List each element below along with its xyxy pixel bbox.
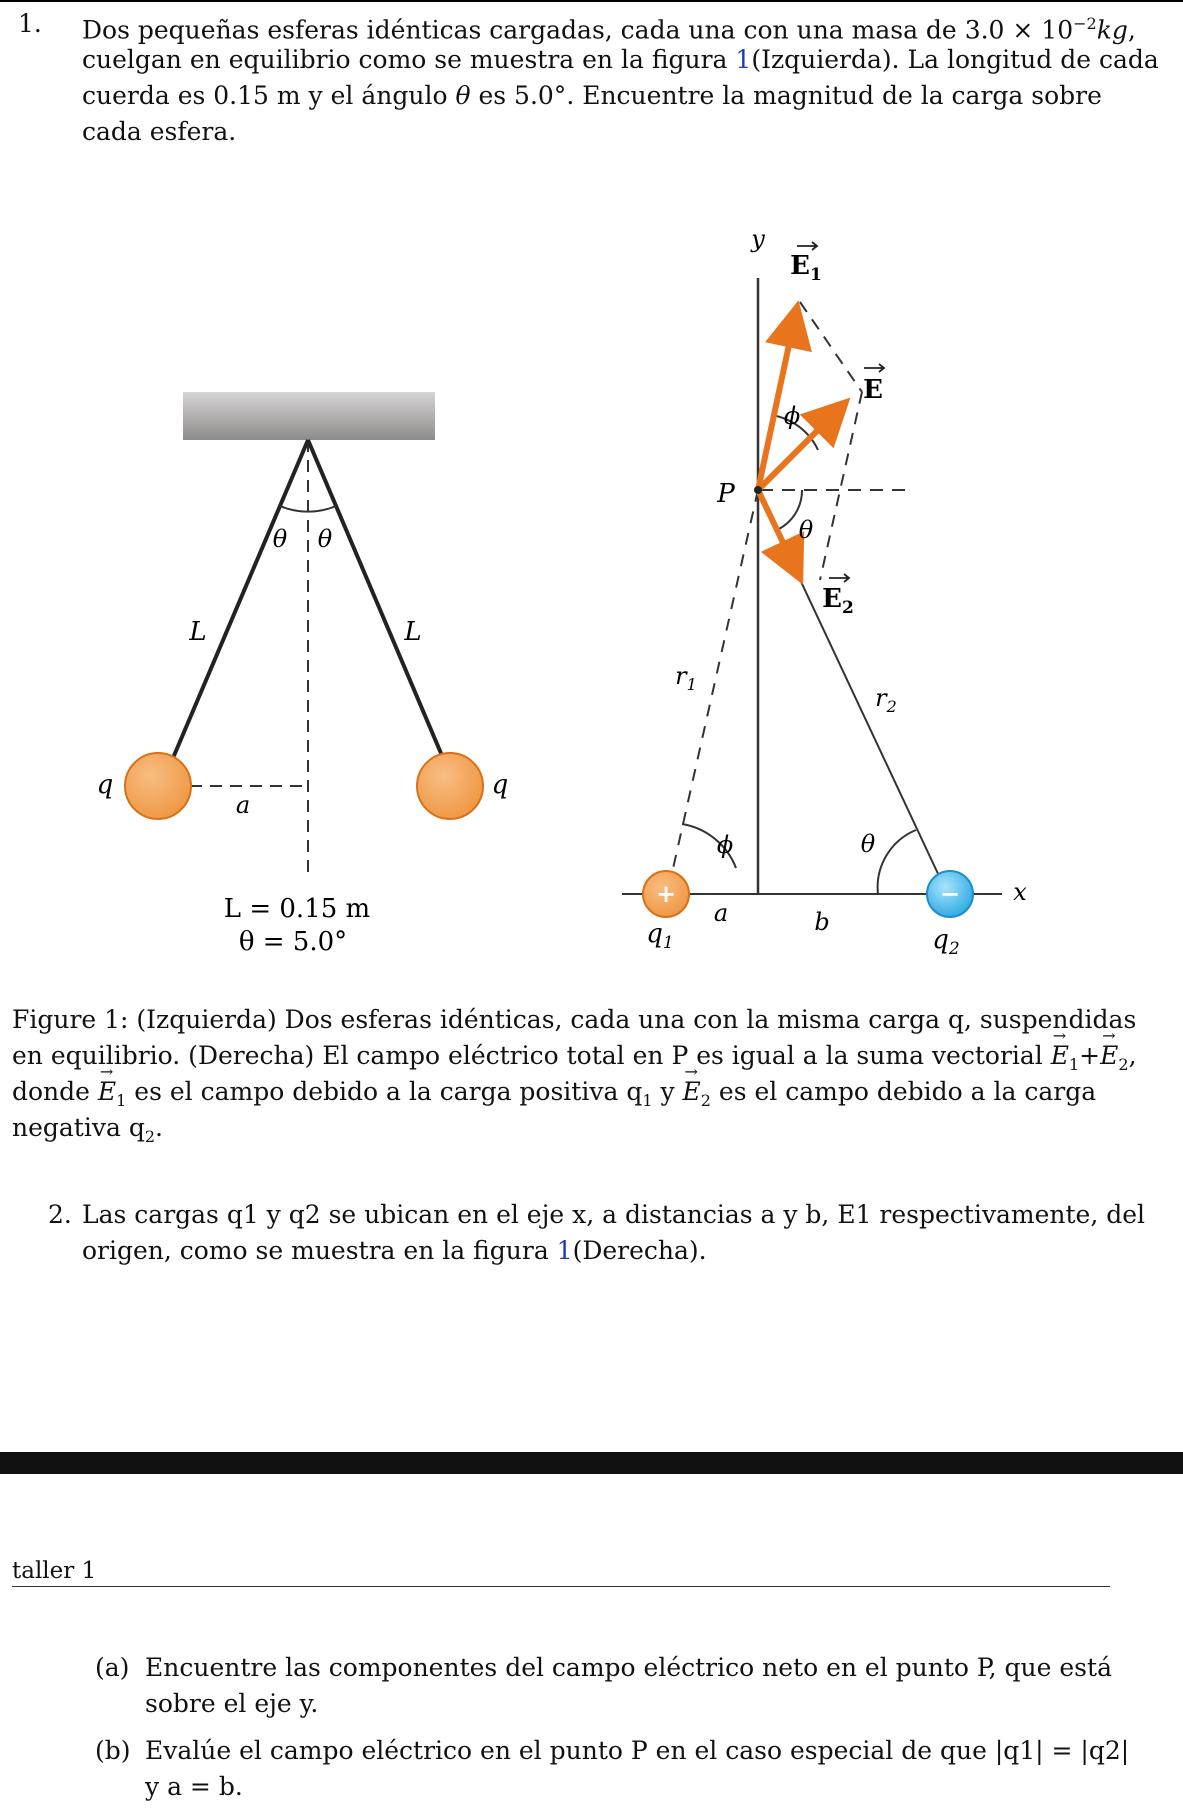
theta-value: θ = 5.0° — [238, 927, 348, 957]
minus-sign: − — [939, 879, 961, 908]
E1-label: $E_1$ — [790, 251, 822, 285]
q-left-label: q — [96, 770, 114, 800]
r2-label: $r_2$ — [875, 684, 897, 716]
caption-line-2: en equilibrio. (Derecha) El campo eléctrico total en P es igual a la suma vectorial → $E_1+\to E_2$, — [12, 1038, 1137, 1083]
separator-bar — [0, 1452, 1183, 1474]
theta-bottom-label: θ — [860, 830, 876, 858]
ceiling — [183, 392, 435, 440]
part-b-line-2: y a = b. — [145, 1772, 243, 1801]
problem-1-line-2: cuelgan en equilibrio como se muestra en la figura 1(Izquierda). La longitud de cada — [82, 45, 1159, 74]
L-left-label: L — [189, 617, 207, 647]
E1-arrow — [758, 312, 796, 490]
caption-line-1: Figure 1: (Izquierda) Dos esferas idénticas, cada una con la misma carga q, suspendidas — [12, 1005, 1137, 1034]
string-left — [173, 440, 308, 758]
problem-1-line-1: Dos pequeñas esferas idénticas cargadas, cada una con una masa de $3.0 \times 10^{-2}kg$, — [82, 14, 1136, 45]
problem-1-line-3: cuerda es 0.15 m y el ángulo θ es 5.0°. Encuentre la magnitud de la carga sobre — [82, 81, 1102, 110]
problem-1-number: 1. — [18, 9, 42, 38]
theta-top-label: θ — [798, 516, 814, 544]
L-right-label: L — [404, 617, 422, 647]
E2-label: $E_2$ — [822, 584, 854, 618]
q1-label: $q_1$ — [646, 919, 674, 953]
part-a-line-2: sobre el eje y. — [145, 1689, 319, 1718]
plus-sign: + — [655, 879, 677, 908]
sphere-left — [125, 753, 191, 819]
theta-arc-bottom — [878, 830, 916, 894]
E2-overarrow — [829, 574, 849, 582]
E1-overarrow — [797, 242, 817, 250]
part-b-line-1: Evalúe el campo eléctrico en el punto P en el caso especial de que |q1| = |q2| — [145, 1736, 1130, 1765]
problem-2-line-2: origen, como se muestra en la figura 1(Derecha). — [82, 1236, 707, 1265]
part-a-line-1: Encuentre las componentes del campo eléctrico neto en el punto P, que está — [145, 1653, 1112, 1682]
point-P — [754, 486, 762, 494]
section-title: taller 1 — [12, 1558, 97, 1584]
r1-label: $r_1$ — [675, 662, 697, 694]
figure-left-pendulum — [97, 392, 509, 957]
caption-line-4: negativa $q_2$. — [12, 1113, 163, 1146]
b-distance-label: b — [814, 908, 830, 936]
string-right — [308, 440, 443, 758]
figure-right-field — [622, 225, 1027, 959]
problem-1-line-4: cada esfera. — [82, 117, 237, 146]
figure-1 — [0, 200, 1183, 1000]
x-axis-label: x — [1013, 878, 1027, 906]
q2-label: $q_2$ — [932, 925, 960, 959]
phi-bottom-label: ϕ — [716, 831, 734, 859]
parallelogram-side-1 — [800, 302, 862, 392]
phi-top-label: ϕ — [783, 402, 801, 430]
figure-link[interactable]: 1 — [735, 45, 752, 74]
theta-left-label: θ — [272, 525, 288, 553]
q-right-label: q — [491, 770, 509, 800]
sphere-right — [417, 753, 483, 819]
theta-right-label: θ — [317, 525, 333, 553]
section-rule — [12, 1586, 1110, 1587]
E2-arrow — [758, 490, 798, 574]
figure-link-2[interactable]: 1 — [556, 1236, 573, 1265]
caption-line-3: donde → $E_1$ es el campo debido a la carga positiva $q_1$ $y \to E_2$ es el campo debido a la carga — [12, 1074, 1096, 1119]
L-value: L = 0.15 m — [223, 894, 371, 924]
P-label: P — [717, 479, 735, 509]
top-rule — [0, 0, 1183, 2]
problem-2-line-1: Las cargas q1 y q2 se ubican en el eje x, a distancias a y b, E1 respectivamente, del — [82, 1200, 1146, 1229]
E-label: E — [863, 375, 883, 405]
a-distance-label: a — [713, 899, 729, 927]
a-label: a — [235, 791, 251, 819]
y-axis-label: y — [751, 225, 765, 253]
part-a-label: (a) — [95, 1653, 130, 1682]
problem-2-number: 2. — [48, 1200, 72, 1229]
part-b-label: (b) — [95, 1736, 131, 1765]
E-overarrow — [864, 364, 884, 372]
